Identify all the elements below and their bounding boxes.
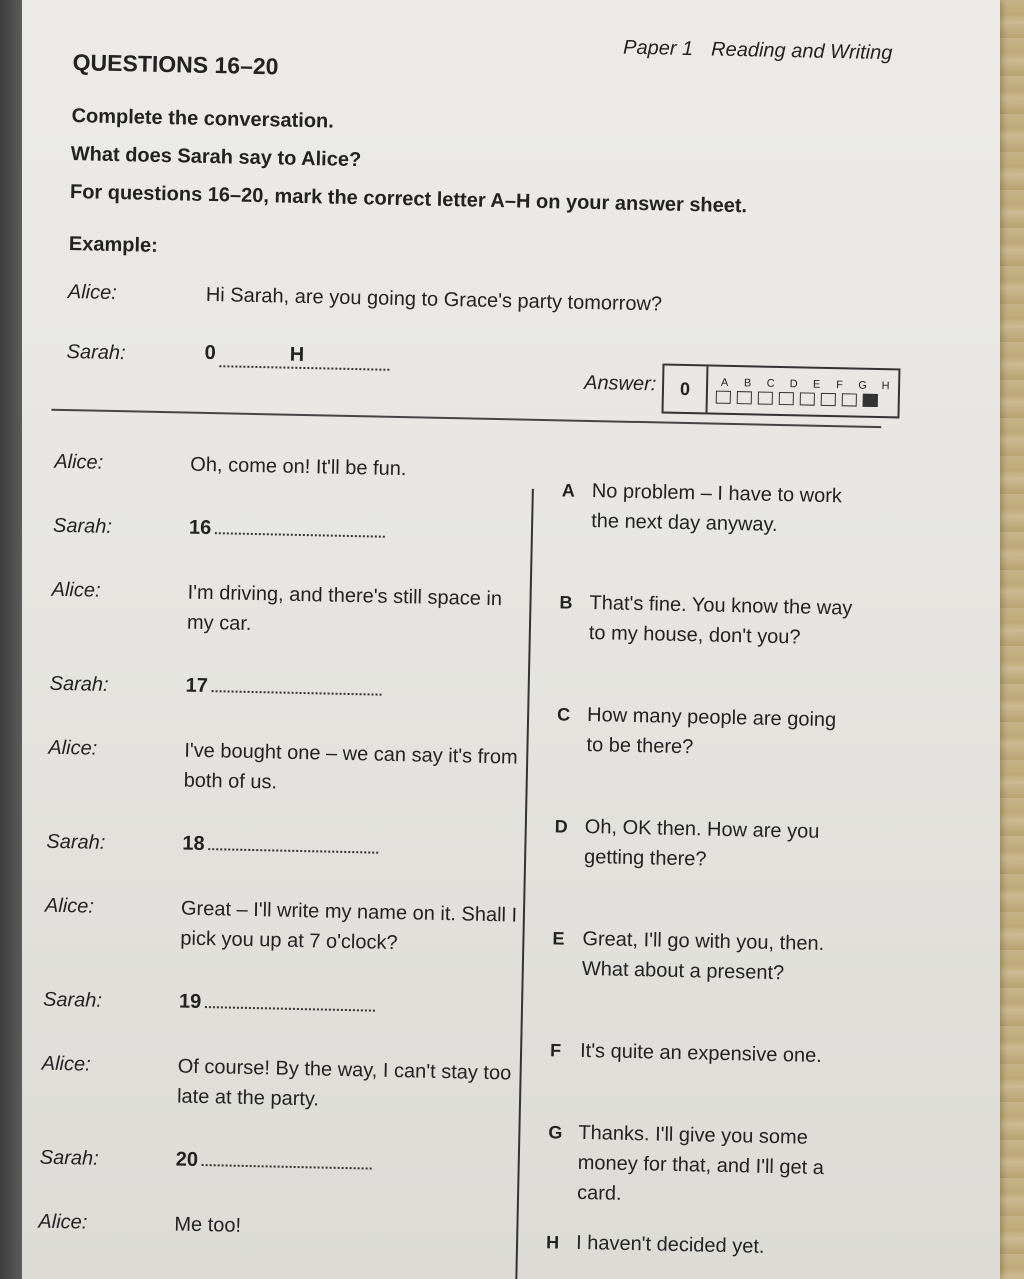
option-h-letter: H xyxy=(545,1232,560,1253)
question-19-blank xyxy=(205,990,375,1012)
dialogue-text-11: Me too! xyxy=(174,1213,242,1237)
answer-box xyxy=(661,363,900,418)
question-18-blank xyxy=(208,832,378,854)
dialogue-speaker-10: Sarah: xyxy=(39,1146,99,1170)
option-d-letter: D xyxy=(554,816,569,837)
answer-letter-c: C xyxy=(766,377,775,390)
dialogue-text-5: I've bought one – we can say it's from both of us. xyxy=(183,739,518,794)
answer-box-row xyxy=(716,390,894,407)
dialogue-speaker-6: Sarah: xyxy=(46,830,106,854)
answer-letter-f: F xyxy=(836,378,844,391)
dialogue-text-7: Great – I'll write my name on it. Shall I pick you up at 7 o'clock? xyxy=(180,897,518,955)
option-b-text: That's fine. You know the way to my house, don't you? xyxy=(588,592,853,649)
question-20 xyxy=(176,1147,373,1175)
answer-number: 0 xyxy=(664,366,709,413)
option-f-text: It's quite an expensive one. xyxy=(579,1039,823,1067)
option-c-text: How many people are going to be there? xyxy=(586,703,837,759)
answer-checkbox-d xyxy=(779,391,794,404)
example-label: Example: xyxy=(68,233,159,257)
answer-letter-a: A xyxy=(720,376,729,389)
instruction-1: Complete the conversation. xyxy=(71,105,335,133)
option-e-text: Great, I'll go with you, then. What about a present? xyxy=(581,927,825,985)
answer-letter-b: B xyxy=(743,376,752,389)
instruction-3: For questions 16–20, mark the correct letter A–H on your answer sheet. xyxy=(69,181,748,218)
example-sarah-speaker: Sarah: xyxy=(66,341,126,365)
question-20-blank xyxy=(202,1148,372,1170)
dialogue-speaker-11: Alice: xyxy=(38,1210,88,1234)
question-19-number: 19 xyxy=(178,990,202,1013)
example-answer: H xyxy=(219,342,389,371)
option-f-letter: F xyxy=(549,1040,562,1061)
paper-label: Paper 1 xyxy=(622,36,694,61)
questions-title: QUESTIONS 16–20 xyxy=(72,49,279,80)
option-f xyxy=(550,1035,851,1071)
dialogue-speaker-3: Alice: xyxy=(51,578,101,602)
question-16-number: 16 xyxy=(188,516,212,540)
option-e-letter: E xyxy=(552,928,565,949)
dialogue-text-1: Oh, come on! It'll be fun. xyxy=(190,453,407,481)
example-number: 0 xyxy=(204,341,217,365)
answer-checkbox-b xyxy=(737,391,752,404)
answer-checkbox-c xyxy=(758,391,773,404)
option-e xyxy=(552,923,853,989)
question-18 xyxy=(182,832,379,860)
question-18-number: 18 xyxy=(182,832,205,856)
option-a xyxy=(561,475,862,541)
question-17 xyxy=(185,674,382,702)
option-c-letter: C xyxy=(556,704,571,725)
option-b xyxy=(559,587,860,653)
question-19 xyxy=(179,990,376,1018)
option-h xyxy=(546,1227,847,1263)
option-c xyxy=(556,699,857,765)
page-header xyxy=(623,37,893,66)
dialogue-text-9: Of course! By the way, I can't stay too late at the party. xyxy=(176,1055,512,1111)
option-d-text: Oh, OK then. How are you getting there? xyxy=(583,815,820,871)
answer-letter-h: H xyxy=(881,379,890,392)
dialogue-speaker-5: Alice: xyxy=(48,736,98,760)
dialogue-speaker-1: Alice: xyxy=(54,450,104,474)
dialogue-speaker-4: Sarah: xyxy=(49,672,109,696)
dialogue-speaker-7: Alice: xyxy=(44,894,95,918)
dialogue-speaker-2: Sarah: xyxy=(52,514,113,538)
question-16-blank xyxy=(215,516,385,538)
option-h-text: I haven't decided yet. xyxy=(575,1231,765,1258)
dialogue-text-3: I'm driving, and there's still space in my car. xyxy=(186,581,503,635)
example-alice-text: Hi Sarah, are you going to Grace's party tomorrow? xyxy=(205,283,663,316)
option-g-letter: G xyxy=(548,1122,563,1143)
option-b-letter: B xyxy=(559,592,573,613)
option-g xyxy=(547,1117,849,1213)
dialogue-speaker-9: Alice: xyxy=(41,1052,91,1076)
answer-checkbox-e xyxy=(800,392,815,405)
question-17-number: 17 xyxy=(185,674,209,698)
answer-letter-row xyxy=(716,376,894,392)
option-a-letter: A xyxy=(561,480,576,501)
question-17-blank xyxy=(212,674,382,696)
question-20-number: 20 xyxy=(175,1148,199,1171)
answer-checkbox-a xyxy=(716,390,731,403)
answer-letter-g: G xyxy=(858,379,868,392)
option-a-text: No problem – I have to work the next day anyway. xyxy=(590,480,843,536)
answer-checkbox-f xyxy=(821,392,836,405)
exam-page xyxy=(22,0,1000,1279)
answer-letter-grid xyxy=(708,366,895,416)
answer-letter-e: E xyxy=(812,378,821,391)
dialogue-speaker-8: Sarah: xyxy=(42,988,103,1012)
example-sarah-line xyxy=(204,342,390,371)
option-d xyxy=(554,811,855,877)
answer-checkbox-h xyxy=(863,393,878,406)
question-16 xyxy=(189,516,386,544)
instruction-2: What does Sarah say to Alice? xyxy=(70,143,362,172)
answer-checkbox-g xyxy=(842,393,857,406)
option-g-text: Thanks. I'll give you some money for that, and I'll get a card. xyxy=(576,1121,825,1205)
example-alice-speaker: Alice: xyxy=(67,281,118,305)
answer-letter-d: D xyxy=(789,377,798,390)
section-label: Reading and Writing xyxy=(710,38,893,65)
answer-label: Answer: xyxy=(583,371,657,396)
